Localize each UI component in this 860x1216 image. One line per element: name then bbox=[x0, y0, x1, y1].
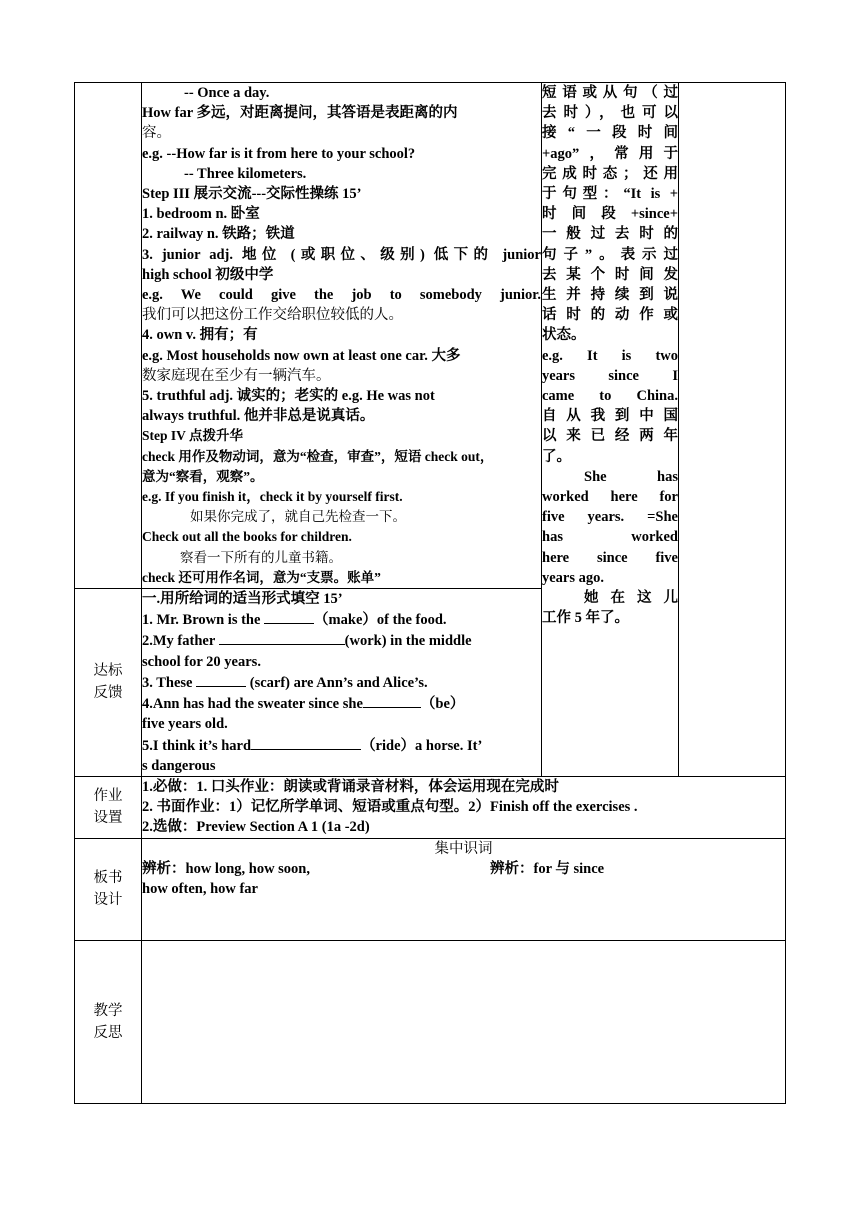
question-text: 2.My father bbox=[142, 633, 216, 650]
note-line: 自从我到中国 bbox=[542, 408, 678, 425]
note-line: has worked bbox=[542, 529, 678, 546]
note-line: 短语或从句（过 bbox=[542, 85, 678, 101]
answer-blank[interactable] bbox=[196, 672, 246, 687]
exercise-content bbox=[142, 589, 542, 777]
text-line: 3. junior adj. 地位 (或职位、级别) 低下的 junior bbox=[142, 246, 541, 263]
answer-blank[interactable] bbox=[363, 693, 421, 708]
reflection-content bbox=[142, 940, 786, 1103]
question-3 bbox=[142, 672, 541, 693]
answer-blank[interactable] bbox=[251, 735, 361, 750]
board-row bbox=[142, 859, 785, 879]
text-line: 4. own v. 拥有；有 bbox=[142, 327, 258, 344]
question-text: （ride）a horse. It’ bbox=[361, 737, 483, 754]
text-line: e.g. --How far is it from here to your school? bbox=[142, 145, 416, 162]
note-line: +ago”，常用于 bbox=[542, 145, 678, 162]
empty-column bbox=[679, 83, 786, 777]
text-line: -- Three kilometers. bbox=[184, 165, 307, 182]
question-2 bbox=[142, 630, 541, 651]
note-line: 了。 bbox=[542, 448, 571, 465]
text-line: Step IV 点拨升华 bbox=[142, 428, 244, 444]
label-line: 设计 bbox=[93, 892, 123, 909]
note-line: 于句型：“It is + bbox=[542, 186, 678, 203]
label-line: 板书 bbox=[93, 870, 123, 887]
lesson-content bbox=[142, 83, 542, 589]
label-line: 作业 bbox=[93, 788, 123, 805]
label-feedback bbox=[75, 589, 142, 777]
text-line: Check out all the books for children. bbox=[142, 529, 352, 545]
question-text: （be） bbox=[420, 696, 465, 713]
note-line: years since I bbox=[542, 367, 678, 384]
note-line: 工作 5 年了。 bbox=[542, 610, 629, 627]
text-line: 容。 bbox=[142, 125, 171, 142]
board-content bbox=[142, 838, 786, 940]
note-line: 句子”。表示过 bbox=[542, 246, 678, 263]
answer-blank[interactable] bbox=[264, 609, 314, 624]
label-line: 达标 bbox=[93, 663, 123, 680]
label-line: 设置 bbox=[93, 810, 123, 827]
text-line: e.g. If you finish it，check it by yourself first. bbox=[142, 489, 403, 505]
note-line: worked here for bbox=[542, 489, 678, 506]
text-line: 意为“察看，观察”。 bbox=[142, 468, 264, 484]
note-line: years ago. bbox=[542, 569, 605, 586]
question-text: 4.Ann has had the sweater since she bbox=[142, 696, 363, 713]
note-line: here since five bbox=[542, 549, 678, 566]
note-line: 话时的动作或 bbox=[542, 307, 678, 324]
text-line: 2. railway n. 铁路；铁道 bbox=[142, 226, 295, 243]
label-line: 反思 bbox=[93, 1024, 123, 1041]
question-text: s dangerous bbox=[142, 757, 216, 774]
side-note bbox=[542, 83, 679, 777]
note-line: 以来已经两年 bbox=[542, 428, 678, 445]
board-left-2: how often, how far bbox=[142, 880, 258, 897]
text-line: 我们可以把这份工作交给职位较低的人。 bbox=[142, 307, 403, 324]
note-line: 接“一段时间 bbox=[542, 125, 678, 142]
text-line: high school 初级中学 bbox=[142, 266, 274, 283]
note-line: She has bbox=[584, 468, 678, 485]
homework-content bbox=[142, 776, 786, 838]
text-line: 5. truthful adj. 诚实的；老实的 e.g. He was not bbox=[142, 388, 435, 405]
text-line: e.g. We could give the job to somebody junior. bbox=[142, 287, 541, 304]
question-5 bbox=[142, 735, 541, 756]
text-line: e.g. Most households now own at least one car. 大多 bbox=[142, 347, 461, 364]
note-line: five years. =She bbox=[542, 509, 678, 526]
label-line: 反馈 bbox=[93, 685, 123, 702]
question-4 bbox=[142, 693, 541, 714]
note-line: 去某个时间发 bbox=[542, 266, 678, 283]
note-line: 去时），也可以 bbox=[542, 105, 678, 122]
text-line: How far 多远，对距离提问，其答语是表距离的内 bbox=[142, 105, 458, 122]
homework-line: 2. 书面作业：1）记忆所学单词、短语或重点句型。2）Finish off the exercises . bbox=[142, 798, 638, 815]
label-reflection bbox=[75, 940, 142, 1103]
text-line: 如果你完成了，就自己先检查一下。 bbox=[190, 509, 406, 525]
question-text: school for 20 years. bbox=[142, 653, 261, 670]
note-line: 一般过去时的 bbox=[542, 226, 678, 243]
text-line: Step III 展示交流---交际性操练 15’ bbox=[142, 186, 362, 203]
question-text: five years old. bbox=[142, 716, 228, 733]
question-text: 5.I think it’s hard bbox=[142, 737, 252, 754]
note-line: 状态。 bbox=[542, 327, 586, 344]
note-line: 完成时态；还用 bbox=[542, 165, 678, 182]
text-line: 察看一下所有的儿童书籍。 bbox=[180, 549, 342, 565]
question-1 bbox=[142, 609, 541, 630]
question-text: 1. Mr. Brown is the bbox=[142, 612, 261, 629]
answer-blank[interactable] bbox=[219, 630, 345, 645]
text-line: always truthful. 他并非总是说真话。 bbox=[142, 408, 375, 425]
homework-line: 2.选做：Preview Section A 1 (1a -2d) bbox=[142, 818, 370, 835]
note-line: e.g. It is two bbox=[542, 347, 678, 364]
note-line: 时间段+since+ bbox=[542, 206, 678, 223]
label-cell-empty bbox=[75, 83, 142, 589]
note-line: came to China. bbox=[542, 388, 678, 405]
board-right: 辨析：for 与 since bbox=[490, 860, 605, 877]
text-line: 数家庭现在至少有一辆汽车。 bbox=[142, 367, 331, 384]
text-line: check 还可用作名词，意为“支票。账单” bbox=[142, 569, 381, 585]
question-text: 3. These bbox=[142, 674, 193, 691]
note-line: 她在这儿 bbox=[584, 590, 678, 607]
exercise-title: 一.用所给词的适当形式填空 15’ bbox=[142, 591, 343, 608]
text-line: 1. bedroom n. 卧室 bbox=[142, 206, 260, 223]
text-line: check 用作及物动词，意为“检查，审查”，短语 check out， bbox=[142, 448, 494, 464]
question-text: （make）of the food. bbox=[314, 612, 447, 629]
label-homework bbox=[75, 776, 142, 838]
lesson-plan-table bbox=[74, 82, 786, 1104]
note-line: 生并持续到说 bbox=[542, 287, 678, 304]
text-line: -- Once a day. bbox=[184, 85, 270, 101]
question-text: (scarf) are Ann’s and Alice’s. bbox=[249, 674, 428, 691]
board-heading: 集中识词 bbox=[434, 840, 493, 857]
label-line: 教学 bbox=[93, 1002, 123, 1019]
board-left: 辨析：how long, how soon, bbox=[142, 860, 310, 877]
question-text: (work) in the middle bbox=[344, 633, 472, 650]
label-board bbox=[75, 838, 142, 940]
homework-line: 1.必做：1. 口头作业：朗读或背诵录音材料，体会运用现在完成时 bbox=[142, 778, 559, 795]
